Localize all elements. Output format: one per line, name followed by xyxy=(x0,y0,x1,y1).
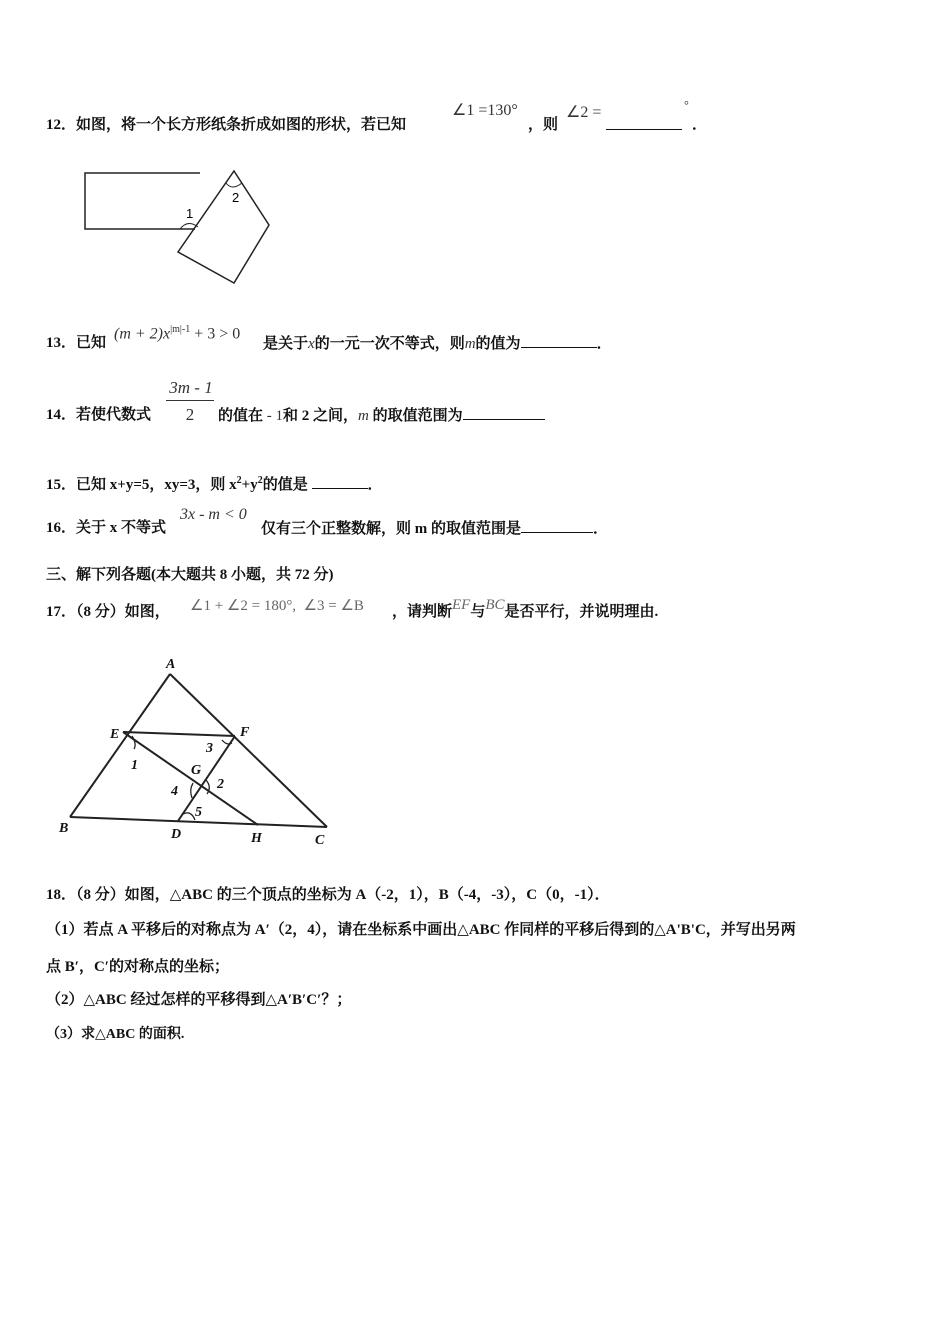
question-text: 若使代数式 xyxy=(76,407,152,423)
question-13 xyxy=(46,333,106,353)
question-number: 16． xyxy=(46,520,77,536)
question-18-part3: （3）求△ABC 的面积. xyxy=(46,1027,185,1042)
vertex-a: A xyxy=(166,657,176,672)
var-m: m xyxy=(358,408,369,424)
segment-eh xyxy=(123,732,258,825)
angle1-expression: ∠1 =130° xyxy=(452,102,518,119)
fraction-numerator: 3m - 1 xyxy=(169,378,213,397)
question-number: 12． xyxy=(46,117,77,133)
question-number: 15． xyxy=(46,477,77,493)
angle1-label: 1 xyxy=(131,758,138,773)
var-x: x xyxy=(308,336,315,352)
angle5-arc xyxy=(183,813,195,820)
inequality-expression: $(m + 2)x^{|m|-1} + 3 > 0$ xyxy=(114,324,241,343)
angle2-arc xyxy=(226,183,242,187)
question-17: 17．（8 分）如图， xyxy=(46,604,170,620)
question-number: 17． xyxy=(46,604,77,620)
answer-blank[interactable] xyxy=(521,333,597,348)
angle4-arc xyxy=(191,783,193,798)
angle-condition: ∠1 + ∠2 = 180°, ∠3 = ∠B xyxy=(190,598,364,614)
answer-blank[interactable] xyxy=(606,115,682,130)
folded-paper-figure xyxy=(80,165,280,290)
angle2-label: 2 xyxy=(232,190,240,205)
angle2-label: 2 xyxy=(217,777,224,792)
side-ac xyxy=(170,674,327,827)
question-text: 已知 xyxy=(76,335,107,351)
question-number: 14． xyxy=(46,407,77,423)
point-g: G xyxy=(191,763,202,778)
angle1-arc xyxy=(132,736,135,749)
strip-outline xyxy=(85,173,200,229)
triangle-figure xyxy=(55,650,345,855)
angle3-label: 3 xyxy=(206,741,213,756)
segment-ef xyxy=(123,732,235,736)
section-heading: 三、解下列各题(本大题共 8 小题，共 72 分) xyxy=(46,567,334,583)
question-text-2: 的值在 - 1和 2 之间，m 的取值范围为 xyxy=(218,405,545,426)
point-f: F xyxy=(240,725,250,740)
var-m: m xyxy=(464,336,476,352)
degree-symbol: ° xyxy=(684,98,689,112)
question-text: 如图，将一个长方形纸条折成如图的形状，若已知 xyxy=(76,117,407,133)
question-12 xyxy=(46,115,406,135)
segment-ef: EF xyxy=(452,597,471,613)
vertex-c: C xyxy=(315,833,325,848)
angle5-label: 5 xyxy=(195,805,202,820)
question-14 xyxy=(46,405,151,425)
angle2-expression: ∠2 = xyxy=(566,104,602,121)
question-18-part1: （1）若点 A 平移后的对称点为 A′（2，4），请在坐标系中画出△ABC 作同样的平移后得到的△A'B'C，并写出另两 xyxy=(46,922,796,938)
segment-bc: BC xyxy=(485,597,505,613)
question-text-2: 是关于x的一元一次不等式，则m的值为 ． xyxy=(263,333,612,354)
fraction-bar xyxy=(166,400,214,401)
vertex-b: B xyxy=(59,821,69,836)
question-18-part2: （2）△ABC 经过怎样的平移得到△A′B′C′？； xyxy=(46,992,352,1008)
question-18: 18．（8 分）如图，△ABC 的三个顶点的坐标为 A（-2，1），B（-4，-3），C（0，-1）． xyxy=(46,887,610,903)
question-text-2: ，请判断EF与BC是否平行，并说明理由. xyxy=(392,597,659,620)
question-text-2: 仅有三个正整数解，则 m 的取值范围是 ． xyxy=(261,518,608,539)
point-h: H xyxy=(251,831,262,846)
answer-blank[interactable] xyxy=(312,474,368,489)
angle1-label: 1 xyxy=(186,206,194,221)
question-15: 15．已知 x+y=5，xy=3，则 $x^2+y^2$的值是 ． xyxy=(46,475,383,493)
inequality-expression: 3x - m < 0 xyxy=(180,506,247,523)
point-d: D xyxy=(171,827,182,842)
answer-blank[interactable] xyxy=(521,518,593,533)
question-16: 16．关于 x 不等式 xyxy=(46,520,167,536)
angle2-arc xyxy=(206,780,209,794)
fraction-denominator: 2 xyxy=(185,405,195,424)
question-text-then: ，则 xyxy=(528,117,559,133)
folded-part xyxy=(178,171,269,283)
question-end: ． xyxy=(692,117,708,133)
question-18-part1-cont: 点 B′，C′的对称点的坐标； xyxy=(46,959,230,975)
angle4-label: 4 xyxy=(171,784,178,799)
side-ab xyxy=(70,674,170,817)
point-e: E xyxy=(110,727,120,742)
question-number: 13． xyxy=(46,335,77,351)
answer-blank[interactable] xyxy=(463,405,545,420)
